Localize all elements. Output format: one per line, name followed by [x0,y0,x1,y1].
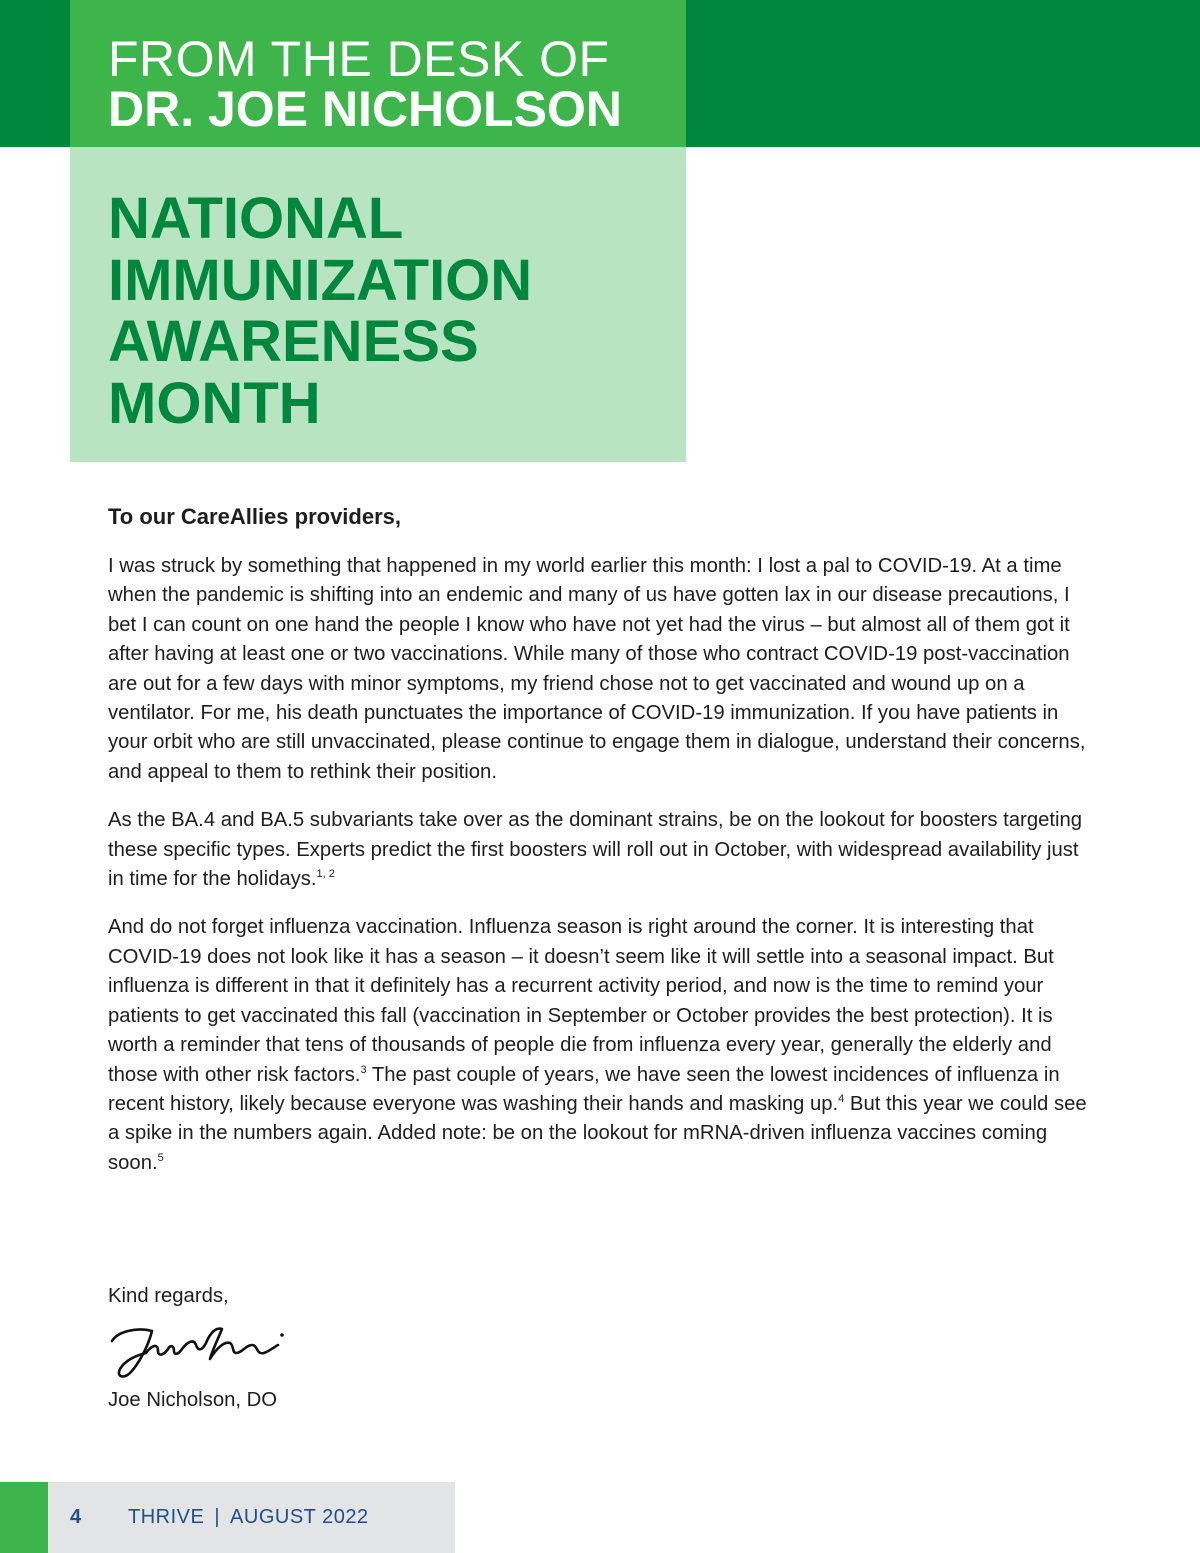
paragraph-2-text: As the BA.4 and BA.5 subvariants take over as the dominant strains, be on the lookout for boosters targeting these specific types. Experts predict the first boosters will roll out in October, with widespread availability just in time for the holidays. [108,809,1083,891]
publication-name: THRIVE [128,1506,205,1528]
footnote-ref: 4 [838,1092,845,1105]
footnote-ref: 5 [157,1151,164,1164]
publication-info [128,1505,369,1529]
signer-name: Joe Nicholson, DO [108,1389,278,1411]
title-line: MONTH [108,370,321,436]
page-title [108,188,668,434]
paragraph-2 [108,806,1093,894]
paragraph-3-text-b: The past couple of years, we have seen the lowest incidences of influenza in recent history, likely because everyone was washing their hands and masking up. [108,1063,1060,1115]
paragraph-3 [108,913,1093,1178]
salutation: To our CareAllies providers, [108,504,402,529]
footer-accent [0,1482,48,1553]
title-line: NATIONAL [108,186,404,251]
closing: Kind regards, [108,1285,229,1307]
signature-icon [106,1315,286,1385]
desk-heading: FROM THE DESK OF [108,31,610,87]
paragraph-3-text-a: And do not forget influenza vaccination. Influenza season is right around the corner. It is interesting that COVID-19 does not look like it has a season – it doesn’t seem like it will settle into a seasonal impact. But influenza is different in that it definitely has a recurrent activity period, and now is the time to remind your patients to get vaccinated this fall (vaccination in September or October provides the best protection). It is worth a reminder that tens of thousands of people die from influenza every year, generally the elderly and those with other risk factors. [108,916,1054,1086]
footnote-ref: 1, 2 [316,868,335,881]
title-line: AWARENESS [108,309,479,374]
letter-body [108,502,1093,1197]
issue-date: AUGUST 2022 [230,1506,369,1528]
paragraph-1: I was struck by something that happened in my world earlier this month: I lost a pal to COVID-19. At a time when the pandemic is shifting into an endemic and many of us have gotten lax in our disease precautions, I bet I can count on one hand the people I know who have not yet had the virus – but almost all of them got it after having at least one or two vaccinations. While many of those who contract COVID-19 post-vaccination are out for a few days with minor symptoms, my friend chose not to get vaccinated and wound up on a ventilator. For me, his death punctuates the importance of COVID-19 immunization. If you have patients in your orbit who are still unvaccinated, please continue to engage them in dialogue, understand their concerns, and appeal to them to rethink their position. [108,555,1086,783]
title-line: IMMUNIZATION [108,247,533,313]
page-number: 4 [70,1506,82,1528]
footer-separator: | [214,1506,221,1528]
author-name-heading: DR. JOE NICHOLSON [108,81,622,137]
paragraph-3-text-c: But this year we could see a spike in the numbers again. Added note: be on the lookout for mRNA-driven influenza vaccines coming soon. [108,1092,1087,1174]
footnote-ref: 3 [360,1063,367,1076]
